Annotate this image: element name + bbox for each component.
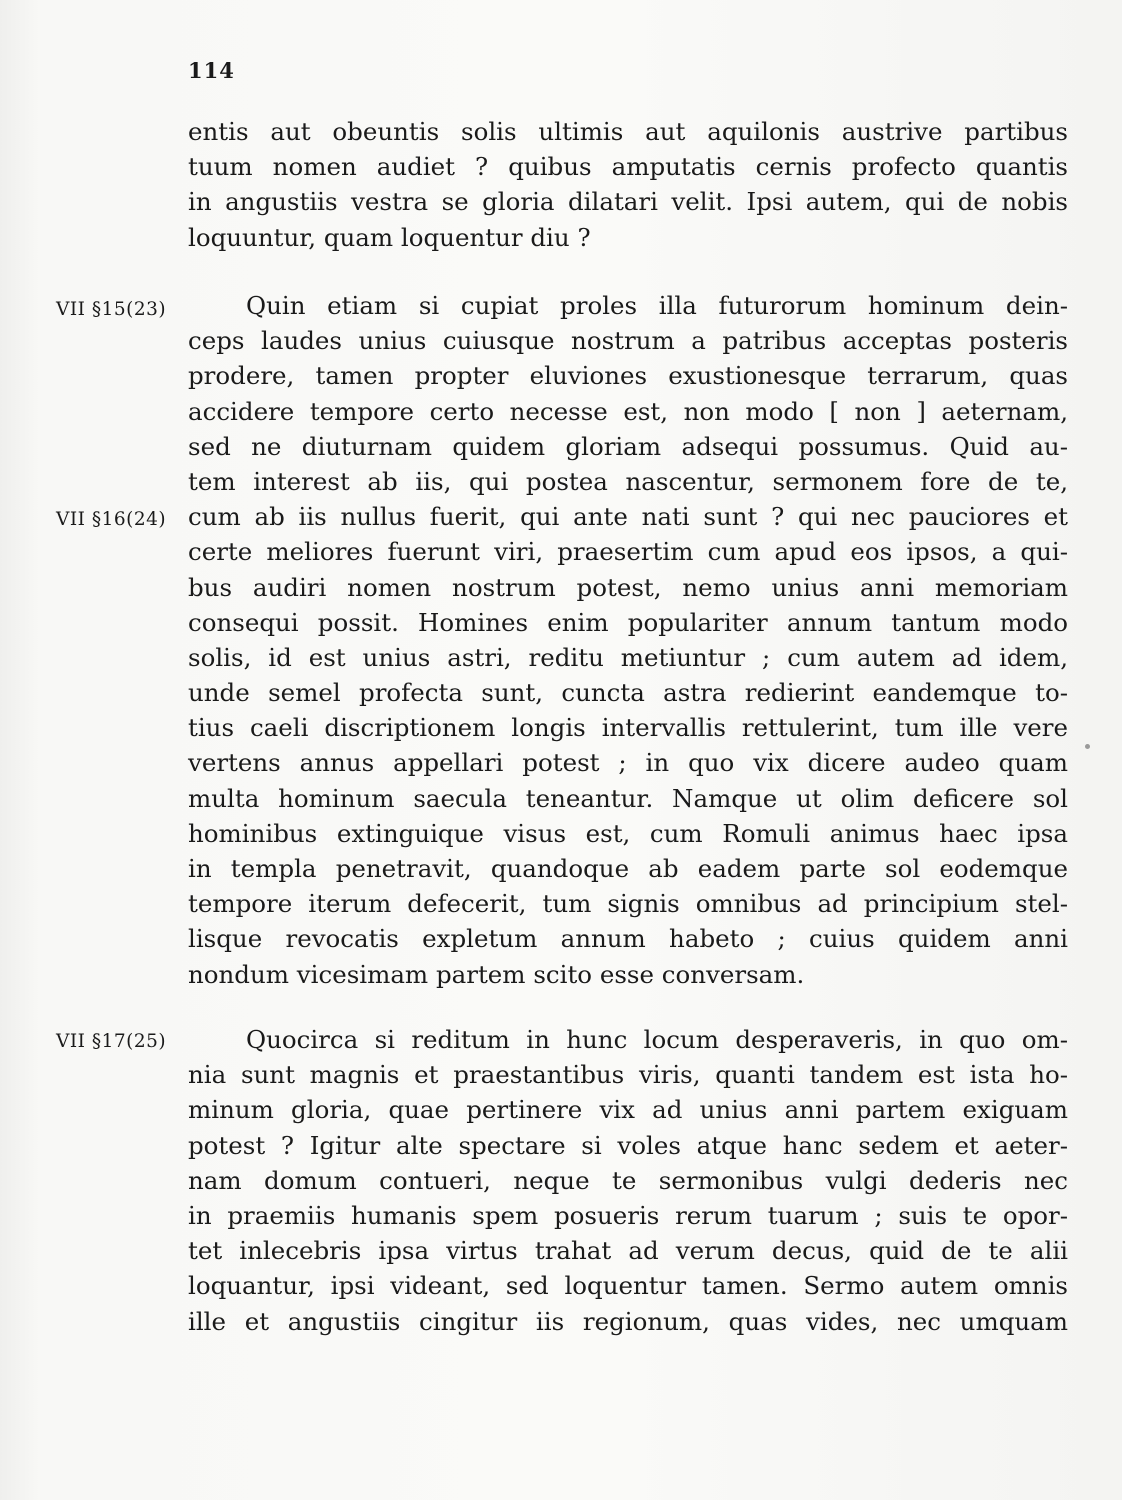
text-line: bus audiri nomen nostrum potest, nemo unius anni memoriam <box>188 572 1068 602</box>
text-line: loquantur, ipsi videant, sed loquentur tamen. Sermo autem omnis <box>188 1271 1068 1301</box>
text-line: accidere tempore certo necesse est, non modo [ non ] aeternam, <box>188 396 1068 426</box>
text-line: tet inlecebris ipsa virtus trahat ad verum decus, quid de te alii <box>188 1236 1068 1266</box>
text-line: nam domum contueri, neque te sermonibus vulgi dederis nec <box>188 1165 1068 1195</box>
text-line: entis aut obeuntis solis ultimis aut aquilonis austrive partibus <box>188 117 1068 146</box>
text-line: loquuntur, quam loquentur diu ? <box>188 222 591 252</box>
text-line: lisque revocatis expletum annum habeto ; cuius quidem anni <box>188 924 1068 954</box>
text-line: hominibus extinguique visus est, cum Romuli animus haec ipsa <box>188 818 1068 848</box>
text-line: Quocirca si reditum in hunc locum desperaveris, in quo om- <box>246 1025 1068 1054</box>
text-line: nia sunt magnis et praestantibus viris, quanti tandem est ista ho- <box>188 1060 1068 1090</box>
text-line: tem interest ab iis, qui postea nascentur, sermonem fore de te, <box>188 466 1068 496</box>
text-line: cum ab iis nullus fuerit, qui ante nati sunt ? qui nec pauciores et <box>188 502 1068 532</box>
text-line: certe meliores fuerunt viri, praesertim cum apud eos ipsos, a qui- <box>188 537 1068 567</box>
text-line: ille et angustiis cingitur iis regionum, quas vides, nec umquam <box>188 1306 1068 1336</box>
text-line: multa hominum saecula teneantur. Namque ut olim deficere sol <box>188 783 1068 813</box>
text-line: minum gloria, quae pertinere vix ad unius anni partem exiguam <box>188 1095 1068 1125</box>
text-line: solis, id est unius astri, reditu metiuntur ; cum autem ad idem, <box>188 642 1068 672</box>
text-line: tempore iterum defecerit, tum signis omnibus ad principium stel- <box>188 889 1068 919</box>
text-line: Quin etiam si cupiat proles illa futurorum hominum dein- <box>246 291 1068 320</box>
paragraph-section-17 <box>188 1022 1068 1339</box>
text-line: tius caeli discriptionem longis intervallis rettulerint, tum ille vere <box>188 713 1068 743</box>
text-line: unde semel profecta sunt, cuncta astra redierint eandemque to- <box>188 678 1068 708</box>
paragraph-section-15 <box>188 288 1068 992</box>
text-line: consequi possit. Homines enim populariter annum tantum modo <box>188 607 1068 637</box>
text-line: prodere, tamen propter eluviones exustionesque terrarum, quas <box>188 361 1068 391</box>
page-number: 114 <box>188 58 235 83</box>
margin-ref-section-17: VII §17(25) <box>56 1031 167 1052</box>
text-line: in praemiis humanis spem posueris rerum tuarum ; suis te opor- <box>188 1200 1068 1230</box>
text-line: potest ? Igitur alte spectare si voles atque hanc sedem et aeter- <box>188 1130 1068 1160</box>
margin-ref-section-15: VII §15(23) <box>56 299 167 320</box>
margin-ref-section-16: VII §16(24) <box>56 509 167 530</box>
text-line: in angustiis vestra se gloria dilatari velit. Ipsi autem, qui de nobis <box>188 187 1068 217</box>
text-line: ceps laudes unius cuiusque nostrum a patribus acceptas posteris <box>188 326 1068 356</box>
paragraph-continuation <box>188 114 1068 255</box>
text-line: in templa penetravit, quandoque ab eadem parte sol eodemque <box>188 854 1068 883</box>
text-line: nondum vicesimam partem scito esse conversam. <box>188 959 805 989</box>
text-line: vertens annus appellari potest ; in quo vix dicere audeo quam <box>188 748 1068 778</box>
text-line: sed ne diuturnam quidem gloriam adsequi possumus. Quid au- <box>188 431 1068 461</box>
text-line: tuum nomen audiet ? quibus amputatis cernis profecto quantis <box>188 152 1068 182</box>
ink-speck <box>1085 744 1090 749</box>
